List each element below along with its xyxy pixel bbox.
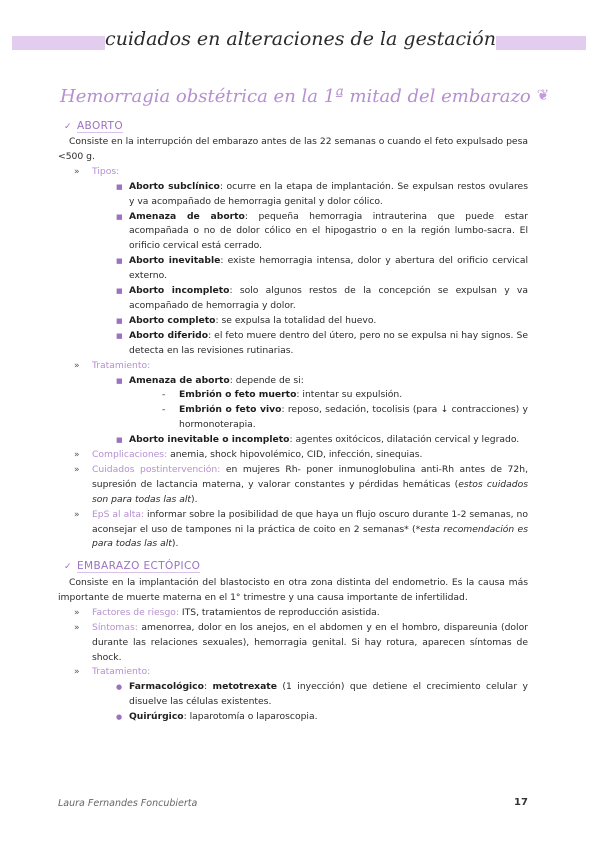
tratamiento-item: » Tratamiento: [58, 665, 528, 680]
double-chevron-icon: » [74, 622, 80, 633]
double-chevron-icon: » [74, 360, 80, 371]
list-item: - Embrión o feto muerto: intentar su expulsión. [58, 388, 528, 403]
header-bar-right [496, 36, 586, 50]
double-chevron-icon: » [74, 450, 80, 461]
double-chevron-icon: » [74, 464, 80, 475]
bullet-icon: ■ [116, 287, 123, 296]
factores-item: » Factores de riesgo: ITS, tratamientos de reproducción asistida. [58, 606, 528, 621]
bullet-icon: ■ [116, 257, 123, 266]
chevron-icon: ✓ [64, 122, 72, 132]
bullet-icon: ■ [116, 212, 123, 221]
page-number: 17 [514, 797, 528, 808]
wing-icon: ❦ [536, 86, 550, 104]
ectopico-content [58, 576, 528, 725]
footer-author: Laura Fernandes Foncubierta [58, 798, 198, 809]
double-chevron-icon: » [74, 667, 80, 678]
list-item: ■ Aborto incompleto: solo algunos restos de la concepción se expulsan y va acompañado de hemorragia y dolor. [116, 285, 528, 311]
bullet-icon: ■ [116, 436, 123, 445]
bullet-icon: ■ [116, 376, 123, 385]
dash-icon: - [162, 404, 166, 416]
aborto-content [58, 135, 528, 552]
ectopico-intro: Consiste en la implantación del blastocisto en otra zona distinta del endometrio. Es la causa más importante de muerte materna en el 1° trimestre y una causa importante de infertilidad. [58, 577, 528, 603]
list-item: ● Quirúrgico: laparotomía o laparoscopia. [58, 710, 528, 725]
page-header-title: cuidados en alteraciones de la gestación [105, 28, 496, 50]
tratamiento-item: » Tratamiento: [58, 359, 528, 374]
section-title: Hemorragia obstétrica en la 1ª mitad del embarazo ❦ [60, 86, 550, 107]
list-item: ■ Aborto completo: se expulsa la totalidad del huevo. [58, 314, 528, 329]
bullet-icon: ■ [116, 316, 123, 325]
aborto-intro: Consiste en la interrupción del embarazo antes de las 22 semanas o cuando el feto expulsado pesa <500 g. [58, 136, 528, 162]
list-item: ■ Amenaza de aborto: depende de si: [58, 374, 528, 389]
double-chevron-icon: » [74, 509, 80, 520]
chevron-icon: ✓ [64, 562, 72, 572]
complicaciones-item: » Complicaciones: anemia, shock hipovolémico, CID, infección, sinequias. [58, 448, 528, 463]
bullet-icon: ● [116, 713, 123, 722]
list-item: - Embrión o feto vivo: reposo, sedación, tocolisis (para ↓ contracciones) y hormonoterapia. [162, 404, 528, 431]
header-bar-left [12, 36, 105, 50]
list-item: ● Farmacológico: metotrexate (1 inyección) que detiene el crecimiento celular y disuelve las células existentes. [116, 681, 528, 708]
list-item: ■ Aborto inevitable: existe hemorragia intensa, dolor y abertura del orificio cervical externo. [116, 255, 529, 282]
subheading-ectopico: ✓ EMBARAZO ECTÓPICO [64, 560, 201, 572]
subheading-aborto: ✓ ABORTO [64, 120, 124, 132]
tipos-item: » Tipos: [58, 165, 528, 180]
dash-icon: - [162, 389, 166, 401]
double-chevron-icon: » [74, 607, 80, 618]
list-item: ■ Aborto diferido: el feto muere dentro del útero, pero no se expulsa ni hay signos. Se detecta en las revisiones rutinarias. [116, 329, 528, 356]
double-chevron-icon: » [74, 166, 80, 177]
list-item: ■ Aborto subclínico: ocurre en la etapa de implantación. Se expulsan restos ovulares y va acompañado de hemorragia genital y dolor cólico. [116, 180, 528, 207]
eps-item: » EpS al alta: informar sobre la posibilidad de que haya un flujo oscuro durante 1-2 semanas, no aconsejar el uso de tampones ni la práctica de coito en 2 semanas* (*esta recomendación es para todas las alt). [74, 508, 528, 550]
list-item: ■ Aborto inevitable o incompleto: agentes oxitócicos, dilatación cervical y legrado. [58, 433, 528, 448]
bullet-icon: ■ [116, 182, 123, 191]
cuidados-item: » Cuidados postintervención: en mujeres Rh- poner inmunoglobulina anti-Rh antes de 72h, supresión de lactancia materna, y valorar constantes y pérdidas hemáticas (estos cuidados son para todas las alt). [74, 463, 528, 505]
list-item: ■ Amenaza de aborto: pequeña hemorragia intrauterina que puede estar acompañada o no de dolor cólico en el hipogastrio o en la región lumbo-sacra. El orificio cervical está cerrado. [116, 210, 529, 252]
bullet-icon: ■ [116, 331, 123, 340]
bullet-icon: ● [116, 683, 123, 692]
sintomas-item: » Síntomas: amenorrea, dolor en los anejos, en el abdomen y en el hombro, dispareunia (dolor durante las relaciones sexuales), hemorragia genital. Si hay rotura, aparecen síntomas de shock. [74, 621, 528, 663]
